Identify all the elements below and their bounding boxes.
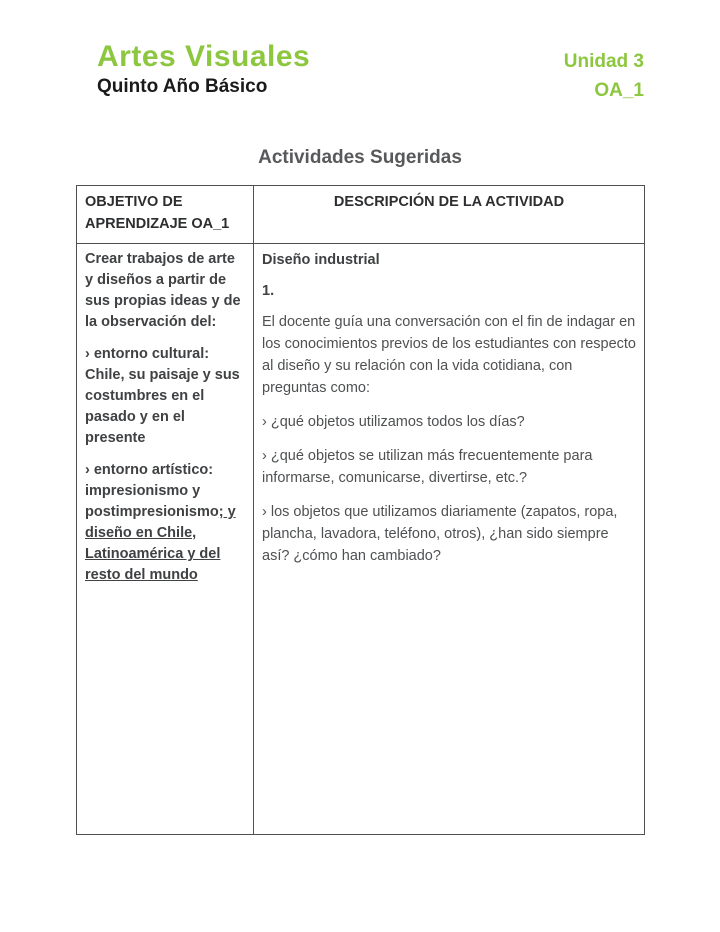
header-left	[97, 40, 310, 98]
objective-bullet-cultural: › entorno cultural: Chile, su paisaje y sus costumbres en el pasado y en el presente	[85, 346, 240, 446]
activity-description-cell	[254, 244, 645, 835]
page-title: Artes Visuales	[97, 40, 311, 73]
activity-question-1: › ¿qué objetos utilizamos todos los días?	[262, 414, 525, 430]
activity-intro: El docente guía una conversación con el fin de indagar en los conocimientos previos de los estudiantes con respecto al diseño y su relación con la vida cotidiana, con preguntas como:	[262, 314, 636, 396]
table-header-row	[77, 186, 645, 244]
objective-bullet-artistic-normal: › entorno artístico: impresionismo y postimpresionismo	[85, 462, 219, 520]
activity-number: 1.	[262, 283, 275, 299]
objective-intro: Crear trabajos de arte y diseños a partir de sus propias ideas y de la observación del:	[85, 251, 241, 330]
column-header-description: DESCRIPCIÓN DE LA ACTIVIDAD	[254, 186, 645, 244]
document-header	[97, 40, 644, 102]
oa-label: OA_1	[594, 80, 644, 101]
activity-heading: Diseño industrial	[262, 252, 380, 268]
objective-bullet-artistic	[85, 460, 245, 586]
column-header-objective: OBJETIVO DE APRENDIZAJE OA_1	[77, 186, 254, 244]
section-title: Actividades Sugeridas	[258, 147, 462, 168]
page-subtitle: Quinto Año Básico	[97, 76, 268, 97]
unit-label: Unidad 3	[563, 51, 644, 72]
activities-table	[76, 185, 645, 835]
objective-bullet-artistic-underlined: ; y diseño en Chile, Latinoamérica y del resto del mundo	[85, 504, 236, 583]
table-row	[77, 244, 645, 835]
objective-cell	[77, 244, 254, 835]
header-right	[564, 40, 644, 102]
activity-question-3: › los objetos que utilizamos diariamente (zapatos, ropa, plancha, lavadora, teléfono, otros), ¿han sido siempre así? ¿cómo han cambiado?	[262, 504, 618, 564]
activity-question-2: › ¿qué objetos se utilizan más frecuentemente para informarse, comunicarse, divertirse, etc.?	[262, 448, 593, 486]
